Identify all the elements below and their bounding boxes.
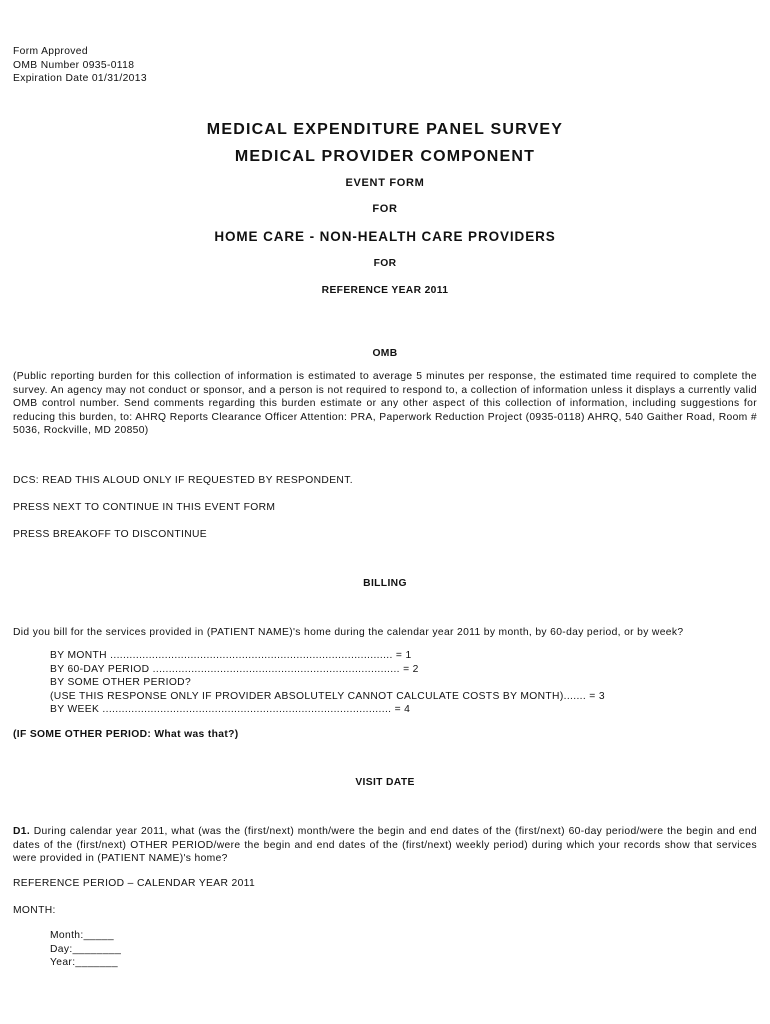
- d1-question: [13, 825, 757, 866]
- omb-number: OMB Number 0935-0118: [13, 59, 135, 71]
- day-field[interactable]: Day:________: [50, 943, 122, 955]
- next-instruction: PRESS NEXT TO CONTINUE IN THIS EVENT FORM: [13, 502, 276, 513]
- omb-heading: OMB: [372, 348, 398, 359]
- option-by-some-other-period[interactable]: BY SOME OTHER PERIOD?: [50, 677, 192, 689]
- visit-date-heading: VISIT DATE: [355, 777, 415, 788]
- month-field[interactable]: Month:_____: [50, 930, 114, 941]
- burden-statement: (Public reporting burden for this collection of information is estimated to average 5 minutes per response, the estimated time required to complete the survey. An agency may not conduct or sponsor, and a person is not required to respond to, a collection of information unless it displays a currently valid OMB control number. Send comments regarding this burden estimate or any other aspect of this collection of information, including suggestions for reducing this burden, to: AHRQ Reports Clearance Officer Attention: PRA, Paperwork Reduction Project (0935-0118) AHRQ, 540 Gaither Road, Room # 5036, Rockville, MD 20850): [13, 371, 757, 437]
- dcs-instruction: DCS: READ THIS ALOUD ONLY IF REQUESTED BY RESPONDENT.: [13, 475, 353, 486]
- expiration-date: Expiration Date 01/31/2013: [13, 73, 147, 85]
- d1-text: During calendar year 2011, what (was the (first/next) month/were the begin and end dates of the (first/next) 60-day period/were the begin and end dates of the (first/next) OTHER PERIOD/were the begin and end dates of the (first/next) weekly period) during which your records show that services were provided in (PATIENT NAME)'s home?: [13, 826, 757, 865]
- component-title: MEDICAL PROVIDER COMPONENT: [234, 148, 536, 165]
- other-period-followup: (IF SOME OTHER PERIOD: What was that?): [13, 729, 239, 740]
- for-label-1: FOR: [372, 203, 398, 215]
- billing-options: [50, 649, 605, 717]
- month-label: MONTH:: [13, 905, 56, 916]
- form-approved: Form Approved: [13, 46, 88, 57]
- billing-question: Did you bill for the services provided in (PATIENT NAME)'s home during the calendar year 2011 by month, by 60-day period, or by week?: [13, 627, 684, 638]
- billing-heading: BILLING: [363, 578, 407, 589]
- event-form-title: EVENT FORM: [345, 177, 425, 189]
- for-label-2: FOR: [373, 258, 397, 269]
- reference-period: REFERENCE PERIOD – CALENDAR YEAR 2011: [13, 878, 256, 889]
- option-by-60-day-period[interactable]: BY 60-DAY PERIOD ............................................................................. = 2: [50, 663, 419, 675]
- year-field[interactable]: Year:_______: [50, 957, 118, 969]
- option-other-period-note: (USE THIS RESPONSE ONLY IF PROVIDER ABSOLUTELY CANNOT CALCULATE COSTS BY MONTH)....... = 3: [50, 690, 605, 702]
- option-by-week[interactable]: BY WEEK .......................................................................................... = 4: [50, 704, 411, 716]
- survey-title: MEDICAL EXPENDITURE PANEL SURVEY: [206, 121, 564, 138]
- option-by-month[interactable]: BY MONTH ........................................................................................ = 1: [50, 650, 412, 661]
- breakoff-instruction: PRESS BREAKOFF TO DISCONTINUE: [13, 529, 208, 540]
- date-fields: [50, 929, 121, 970]
- reference-year: REFERENCE YEAR 2011: [321, 285, 449, 296]
- form-header: [13, 45, 147, 86]
- d1-label: D1.: [13, 826, 31, 837]
- provider-type-title: HOME CARE - NON-HEALTH CARE PROVIDERS: [214, 229, 556, 244]
